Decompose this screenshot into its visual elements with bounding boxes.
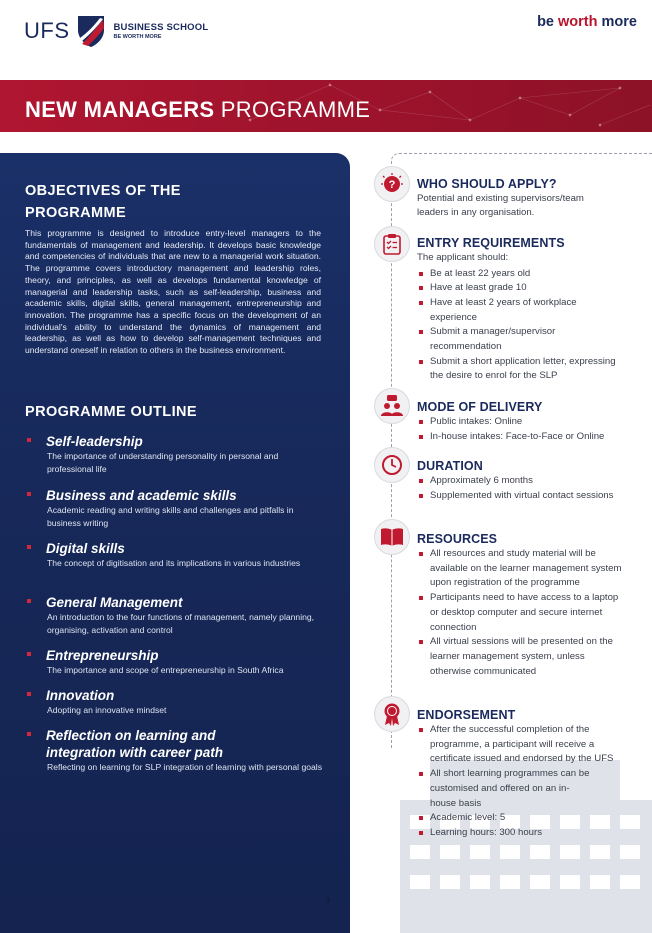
list-item: Learning hours: 300 hours (417, 826, 629, 841)
logo-ufs-text: UFS (24, 18, 70, 43)
endorsement-heading: ENDORSEMENT (417, 708, 516, 722)
outline-item-desc: The concept of digitisation and its implications in various industries (47, 558, 301, 568)
outline-item-desc: The importance and scope of entrepreneurship in South Africa (47, 665, 284, 675)
outline-item-title: Innovation (46, 688, 115, 703)
bullet-square (419, 435, 423, 439)
ufs-business-school-logo (24, 14, 208, 48)
list-item: Submit a manager/supervisor recommendation (417, 325, 617, 354)
bullet-square (419, 420, 423, 424)
outline-item-desc: Academic reading and writing skills and challenges and pitfalls in business writing (47, 505, 294, 528)
title-light: PROGRAMME (214, 97, 371, 122)
bullet-square (419, 272, 423, 276)
list-item: In-house intakes: Face-to-Face or Online (417, 430, 647, 445)
bullet-square (27, 545, 31, 549)
bullet-square (419, 494, 423, 498)
bullet-square (419, 640, 423, 644)
bullet-square (419, 831, 423, 835)
outline-item-title: General Management (46, 595, 183, 610)
left-panel (0, 153, 350, 933)
bullet-square (419, 772, 423, 776)
svg-text:?: ? (388, 179, 396, 191)
who-should-apply-section (417, 176, 647, 219)
endorsement-list (417, 723, 629, 841)
outline-item (25, 727, 325, 774)
page-header (0, 0, 652, 80)
tagline-accent: worth (558, 14, 598, 30)
bullet-square (27, 652, 31, 656)
outline-item (25, 594, 325, 647)
clock-icon (374, 447, 410, 483)
delivery-heading: MODE OF DELIVERY (417, 400, 543, 414)
title-bold: NEW MANAGERS (25, 97, 215, 122)
list-item: Public intakes: Online (417, 415, 647, 430)
outline-item (25, 433, 325, 487)
list-item: Submit a short application letter, expressing the desire to enrol for the SLP (417, 355, 617, 384)
question-icon (374, 166, 410, 202)
bullet-square (419, 330, 423, 334)
bullet-square (27, 692, 31, 696)
bullet-square (419, 816, 423, 820)
bullet-square (419, 360, 423, 364)
delivery-list (417, 415, 647, 444)
outline-item-desc: The importance of understanding personality in personal and professional life (47, 451, 279, 474)
objectives-heading: OBJECTIVES OF THE PROGRAMME (25, 183, 181, 221)
bullet-square (27, 599, 31, 603)
who-text: Potential and existing supervisors/team leaders in any organisation. (417, 193, 584, 218)
resources-list (417, 547, 627, 679)
entry-intro: The applicant should: (417, 252, 509, 263)
bullet-square (419, 728, 423, 732)
bullet-square (419, 479, 423, 483)
outline-item-desc: An introduction to the four functions of management, namely planning, organising, activation and control (47, 612, 315, 635)
who-heading: WHO SHOULD APPLY? (417, 177, 557, 191)
outline-item-title: Entrepreneurship (46, 648, 159, 663)
list-item: Have at least 2 years of workplace experience (417, 296, 617, 325)
book-icon (374, 519, 410, 555)
bullet-square (27, 492, 31, 496)
resources-section (417, 531, 647, 679)
outline-item (25, 647, 325, 687)
outline-list (25, 433, 325, 774)
list-item: All virtual sessions will be presented on the learner management system, unless otherwise communicated (417, 635, 627, 679)
list-item: Supplemented with virtual contact sessions (417, 489, 617, 504)
list-item: All short learning programmes can be customised and offered on an in-house basis (417, 767, 629, 811)
list-item: Academic level: 5 (417, 811, 629, 826)
list-item: Approximately 6 months (417, 474, 617, 489)
checklist-icon (374, 226, 410, 262)
outline-item-title: Digital skills (46, 541, 125, 556)
shield-icon (76, 14, 106, 48)
duration-heading: DURATION (417, 459, 483, 473)
bullet-square (419, 286, 423, 290)
tagline (537, 14, 637, 30)
entry-list (417, 267, 617, 385)
outline-item-desc: Reflecting on learning for SLP integration of learning with personal goals (47, 762, 323, 772)
list-item: Have at least grade 10 (417, 281, 617, 296)
duration-list (417, 474, 617, 503)
bullet-square (27, 732, 31, 736)
title-banner (0, 80, 652, 132)
logo-business-school-text: BUSINESS SCHOOL (113, 22, 209, 33)
outline-item-title: Reflection on learning and integration with career path (46, 728, 224, 760)
tagline-post: more (597, 14, 637, 30)
bullet-square (27, 438, 31, 442)
outline-heading: PROGRAMME OUTLINE (25, 404, 197, 420)
page-number: 3 (325, 895, 331, 905)
outline-item-title: Self-leadership (46, 434, 143, 449)
list-item: Participants need to have access to a laptop or desktop computer and secure internet connection (417, 591, 627, 635)
endorsement-section (417, 707, 647, 841)
people-chat-icon (374, 388, 410, 424)
outline-item-title: Business and academic skills (46, 488, 237, 503)
mode-of-delivery-section (417, 399, 647, 444)
resources-heading: RESOURCES (417, 532, 498, 546)
award-ribbon-icon (374, 696, 410, 732)
bullet-square (419, 552, 423, 556)
bullet-square (419, 596, 423, 600)
list-item: After the successful completion of the programme, a participant will receive a certificate issued and endorsed by the UFS (417, 723, 629, 767)
list-item: All resources and study material will be available on the learner management system upon registration of the programme (417, 547, 627, 591)
entry-heading: ENTRY REQUIREMENTS (417, 236, 565, 250)
outline-item (25, 487, 325, 540)
list-item: Be at least 22 years old (417, 267, 617, 282)
objectives-text: This programme is designed to introduce entry-level managers to the fundamentals of management and leadership. It develops basic knowledge and competencies of individuals that are new to a managerial work situation. The programme covers introductory management and leadership roles, theory, and principles, as well as develops fundamental knowledge of managerial and leadership tasks, such as self-leadership, business and academic skills, digital skills, general management, entrepreneurship and innovation. The programme has a specific focus on the development of an individual's ability to understand the dynamics of management and leadership, as well as how to develop self-management techniques and understand oneself in relation to others in the business environment. (25, 228, 321, 356)
logo-motto-text: BE WORTH MORE (113, 34, 162, 40)
entry-requirements-section (417, 235, 647, 384)
outline-item (25, 540, 325, 594)
tagline-pre: be (537, 14, 559, 30)
outline-item-desc: Adopting an innovative mindset (47, 705, 167, 715)
duration-section (417, 458, 647, 503)
bullet-square (419, 301, 423, 305)
outline-item (25, 687, 325, 727)
page-title (25, 97, 370, 123)
